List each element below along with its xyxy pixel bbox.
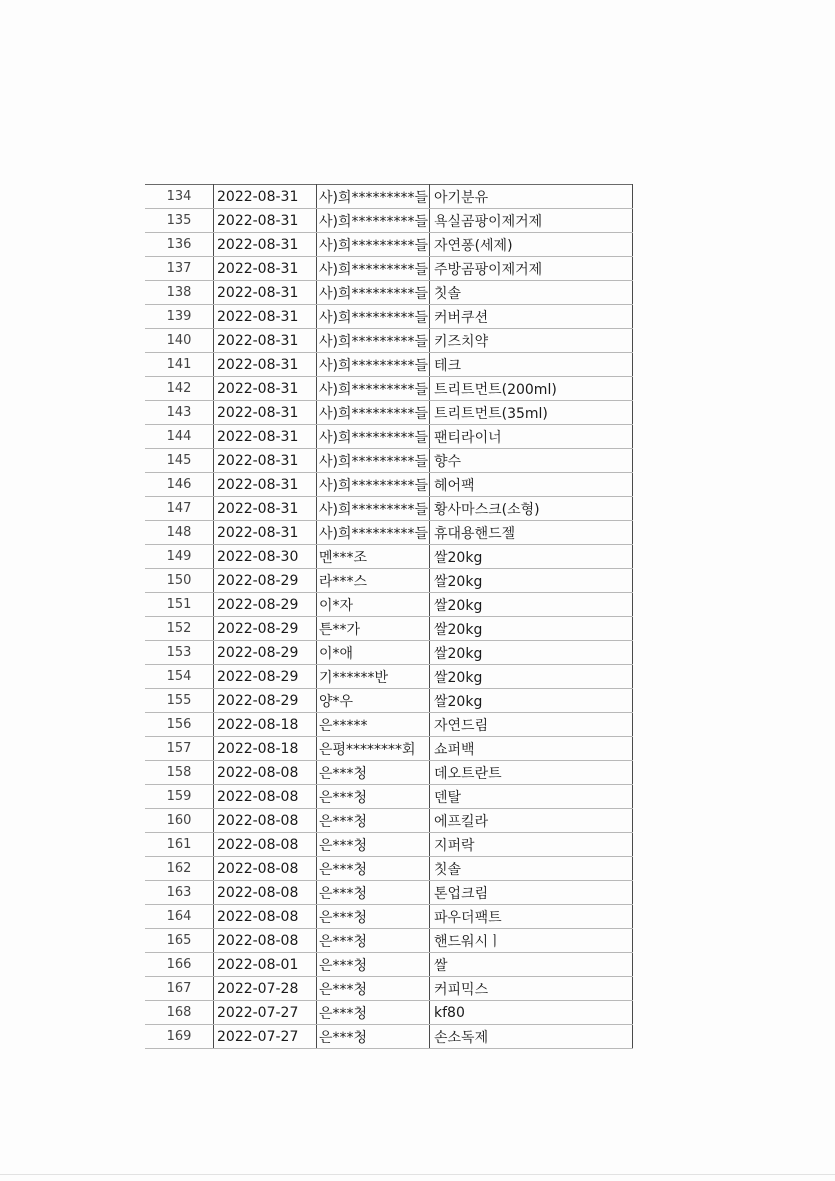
row-number: 140 xyxy=(145,329,214,353)
table-row xyxy=(145,473,633,497)
table-row xyxy=(145,857,633,881)
donor-name: 사)희*********들 xyxy=(317,257,430,281)
row-number: 167 xyxy=(145,977,214,1001)
donor-name: 은***청 xyxy=(317,1025,430,1049)
donor-name: 은***청 xyxy=(317,1001,430,1025)
donor-name: 은평********회 xyxy=(317,737,430,761)
donated-item: 톤업크림 xyxy=(430,881,633,905)
donated-item: 쌀20kg xyxy=(430,569,633,593)
donation-list-table xyxy=(145,184,633,1049)
donor-name: 은***청 xyxy=(317,857,430,881)
row-number: 134 xyxy=(145,185,214,209)
donation-date: 2022-08-31 xyxy=(214,329,317,353)
table-row xyxy=(145,449,633,473)
donated-item: 쌀20kg xyxy=(430,545,633,569)
donor-name: 사)희*********들 xyxy=(317,185,430,209)
row-number: 166 xyxy=(145,953,214,977)
donated-item: 황사마스크(소형) xyxy=(430,497,633,521)
donation-date: 2022-08-29 xyxy=(214,617,317,641)
table-row xyxy=(145,785,633,809)
donation-date: 2022-08-31 xyxy=(214,473,317,497)
donated-item: 손소독제 xyxy=(430,1025,633,1049)
donation-date: 2022-08-31 xyxy=(214,497,317,521)
table-row xyxy=(145,1025,633,1049)
donor-name: 이*자 xyxy=(317,593,430,617)
donated-item: 쌀20kg xyxy=(430,593,633,617)
donation-date: 2022-08-31 xyxy=(214,401,317,425)
table-row xyxy=(145,257,633,281)
donor-name: 양*우 xyxy=(317,689,430,713)
donation-date: 2022-08-18 xyxy=(214,737,317,761)
table-row xyxy=(145,233,633,257)
donated-item: kf80 xyxy=(430,1001,633,1025)
table-row xyxy=(145,929,633,953)
table-row xyxy=(145,353,633,377)
row-number: 135 xyxy=(145,209,214,233)
donated-item: 데오트란트 xyxy=(430,761,633,785)
donor-name: 사)희*********들 xyxy=(317,401,430,425)
donor-name: 사)희*********들 xyxy=(317,449,430,473)
donation-date: 2022-08-08 xyxy=(214,905,317,929)
donation-date: 2022-08-08 xyxy=(214,761,317,785)
donation-date: 2022-08-31 xyxy=(214,185,317,209)
row-number: 160 xyxy=(145,809,214,833)
donated-item: 휴대용핸드젤 xyxy=(430,521,633,545)
donor-name: 은***청 xyxy=(317,953,430,977)
table-row xyxy=(145,425,633,449)
donated-item: 쌀20kg xyxy=(430,665,633,689)
donation-date: 2022-08-29 xyxy=(214,689,317,713)
donation-date: 2022-08-31 xyxy=(214,233,317,257)
row-number: 156 xyxy=(145,713,214,737)
table-row xyxy=(145,185,633,209)
donor-name: 은***청 xyxy=(317,761,430,785)
donation-date: 2022-08-08 xyxy=(214,785,317,809)
donated-item: 자연드림 xyxy=(430,713,633,737)
row-number: 148 xyxy=(145,521,214,545)
donor-name: 사)희*********들 xyxy=(317,521,430,545)
donation-date: 2022-07-27 xyxy=(214,1001,317,1025)
donated-item: 파우더팩트 xyxy=(430,905,633,929)
donation-date: 2022-08-08 xyxy=(214,881,317,905)
donor-name: 라***스 xyxy=(317,569,430,593)
donated-item: 키즈치약 xyxy=(430,329,633,353)
table-row xyxy=(145,1001,633,1025)
row-number: 136 xyxy=(145,233,214,257)
row-number: 157 xyxy=(145,737,214,761)
donation-date: 2022-08-31 xyxy=(214,521,317,545)
donation-date: 2022-07-27 xyxy=(214,1025,317,1049)
table-row xyxy=(145,641,633,665)
table-row xyxy=(145,329,633,353)
donated-item: 에프킬라 xyxy=(430,809,633,833)
table-row xyxy=(145,713,633,737)
donation-date: 2022-08-31 xyxy=(214,425,317,449)
donated-item: 아기분유 xyxy=(430,185,633,209)
row-number: 146 xyxy=(145,473,214,497)
donor-name: 사)희*********들 xyxy=(317,209,430,233)
table-row xyxy=(145,905,633,929)
row-number: 154 xyxy=(145,665,214,689)
donor-name: 멘***조 xyxy=(317,545,430,569)
row-number: 149 xyxy=(145,545,214,569)
donation-date: 2022-08-30 xyxy=(214,545,317,569)
donated-item: 커피믹스 xyxy=(430,977,633,1001)
donated-item: 지퍼락 xyxy=(430,833,633,857)
donation-date: 2022-08-01 xyxy=(214,953,317,977)
row-number: 161 xyxy=(145,833,214,857)
row-number: 147 xyxy=(145,497,214,521)
table-row xyxy=(145,833,633,857)
donation-date: 2022-08-31 xyxy=(214,209,317,233)
donor-name: 사)희*********들 xyxy=(317,281,430,305)
row-number: 144 xyxy=(145,425,214,449)
donated-item: 핸드워시ㅣ xyxy=(430,929,633,953)
table-row xyxy=(145,281,633,305)
row-number: 143 xyxy=(145,401,214,425)
table-body xyxy=(145,185,633,1049)
donated-item: 쌀20kg xyxy=(430,689,633,713)
donor-name: 은***청 xyxy=(317,977,430,1001)
row-number: 138 xyxy=(145,281,214,305)
donated-item: 테크 xyxy=(430,353,633,377)
donation-date: 2022-08-31 xyxy=(214,377,317,401)
donor-name: 사)희*********들 xyxy=(317,425,430,449)
donated-item: 욕실곰팡이제거제 xyxy=(430,209,633,233)
donor-name: 사)희*********들 xyxy=(317,377,430,401)
donation-date: 2022-08-08 xyxy=(214,833,317,857)
scan-edge-line xyxy=(0,1174,835,1175)
donor-name: 사)희*********들 xyxy=(317,353,430,377)
donated-item: 커버쿠션 xyxy=(430,305,633,329)
donated-item: 쌀20kg xyxy=(430,641,633,665)
row-number: 150 xyxy=(145,569,214,593)
row-number: 137 xyxy=(145,257,214,281)
donation-date: 2022-08-31 xyxy=(214,305,317,329)
donor-name: 사)희*********들 xyxy=(317,233,430,257)
donation-date: 2022-08-29 xyxy=(214,665,317,689)
table-row xyxy=(145,977,633,1001)
donation-date: 2022-08-08 xyxy=(214,857,317,881)
donor-name: 튼**가 xyxy=(317,617,430,641)
row-number: 159 xyxy=(145,785,214,809)
donated-item: 쇼퍼백 xyxy=(430,737,633,761)
donation-date: 2022-07-28 xyxy=(214,977,317,1001)
table-row xyxy=(145,569,633,593)
row-number: 169 xyxy=(145,1025,214,1049)
donated-item: 트리트먼트(35ml) xyxy=(430,401,633,425)
donation-date: 2022-08-31 xyxy=(214,353,317,377)
row-number: 158 xyxy=(145,761,214,785)
donor-name: 은***청 xyxy=(317,785,430,809)
table-row xyxy=(145,497,633,521)
table-row xyxy=(145,617,633,641)
table-row xyxy=(145,377,633,401)
donation-date: 2022-08-31 xyxy=(214,281,317,305)
donor-name: 사)희*********들 xyxy=(317,497,430,521)
donor-name: 은***청 xyxy=(317,905,430,929)
donor-name: 은***** xyxy=(317,713,430,737)
table-row xyxy=(145,689,633,713)
row-number: 142 xyxy=(145,377,214,401)
donor-name: 기******반 xyxy=(317,665,430,689)
donor-name: 은***청 xyxy=(317,833,430,857)
donated-item: 자연퐁(세제) xyxy=(430,233,633,257)
donated-item: 트리트먼트(200ml) xyxy=(430,377,633,401)
table-row xyxy=(145,209,633,233)
donation-date: 2022-08-29 xyxy=(214,641,317,665)
donation-date: 2022-08-08 xyxy=(214,809,317,833)
row-number: 155 xyxy=(145,689,214,713)
donation-date: 2022-08-29 xyxy=(214,593,317,617)
row-number: 168 xyxy=(145,1001,214,1025)
table-row xyxy=(145,761,633,785)
row-number: 162 xyxy=(145,857,214,881)
donated-item: 덴탈 xyxy=(430,785,633,809)
row-number: 164 xyxy=(145,905,214,929)
donated-item: 향수 xyxy=(430,449,633,473)
donation-date: 2022-08-08 xyxy=(214,929,317,953)
donor-name: 은***청 xyxy=(317,929,430,953)
row-number: 151 xyxy=(145,593,214,617)
donation-date: 2022-08-31 xyxy=(214,257,317,281)
donated-item: 주방곰팡이제거제 xyxy=(430,257,633,281)
table-row xyxy=(145,305,633,329)
donor-name: 은***청 xyxy=(317,809,430,833)
donated-item: 헤어팩 xyxy=(430,473,633,497)
table-row xyxy=(145,521,633,545)
row-number: 153 xyxy=(145,641,214,665)
table-row xyxy=(145,593,633,617)
donor-name: 이*애 xyxy=(317,641,430,665)
row-number: 145 xyxy=(145,449,214,473)
donated-item: 칫솔 xyxy=(430,281,633,305)
table-row xyxy=(145,809,633,833)
donated-item: 쌀20kg xyxy=(430,617,633,641)
row-number: 139 xyxy=(145,305,214,329)
table-row xyxy=(145,737,633,761)
donation-date: 2022-08-29 xyxy=(214,569,317,593)
row-number: 141 xyxy=(145,353,214,377)
donation-date: 2022-08-31 xyxy=(214,449,317,473)
donor-name: 사)희*********들 xyxy=(317,473,430,497)
table-row xyxy=(145,545,633,569)
donated-item: 쌀 xyxy=(430,953,633,977)
row-number: 165 xyxy=(145,929,214,953)
table-row xyxy=(145,881,633,905)
donor-name: 사)희*********들 xyxy=(317,329,430,353)
donated-item: 칫솔 xyxy=(430,857,633,881)
row-number: 152 xyxy=(145,617,214,641)
table-row xyxy=(145,401,633,425)
donor-name: 은***청 xyxy=(317,881,430,905)
row-number: 163 xyxy=(145,881,214,905)
donor-name: 사)희*********들 xyxy=(317,305,430,329)
table-row xyxy=(145,953,633,977)
table-row xyxy=(145,665,633,689)
donation-date: 2022-08-18 xyxy=(214,713,317,737)
donated-item: 팬티라이너 xyxy=(430,425,633,449)
